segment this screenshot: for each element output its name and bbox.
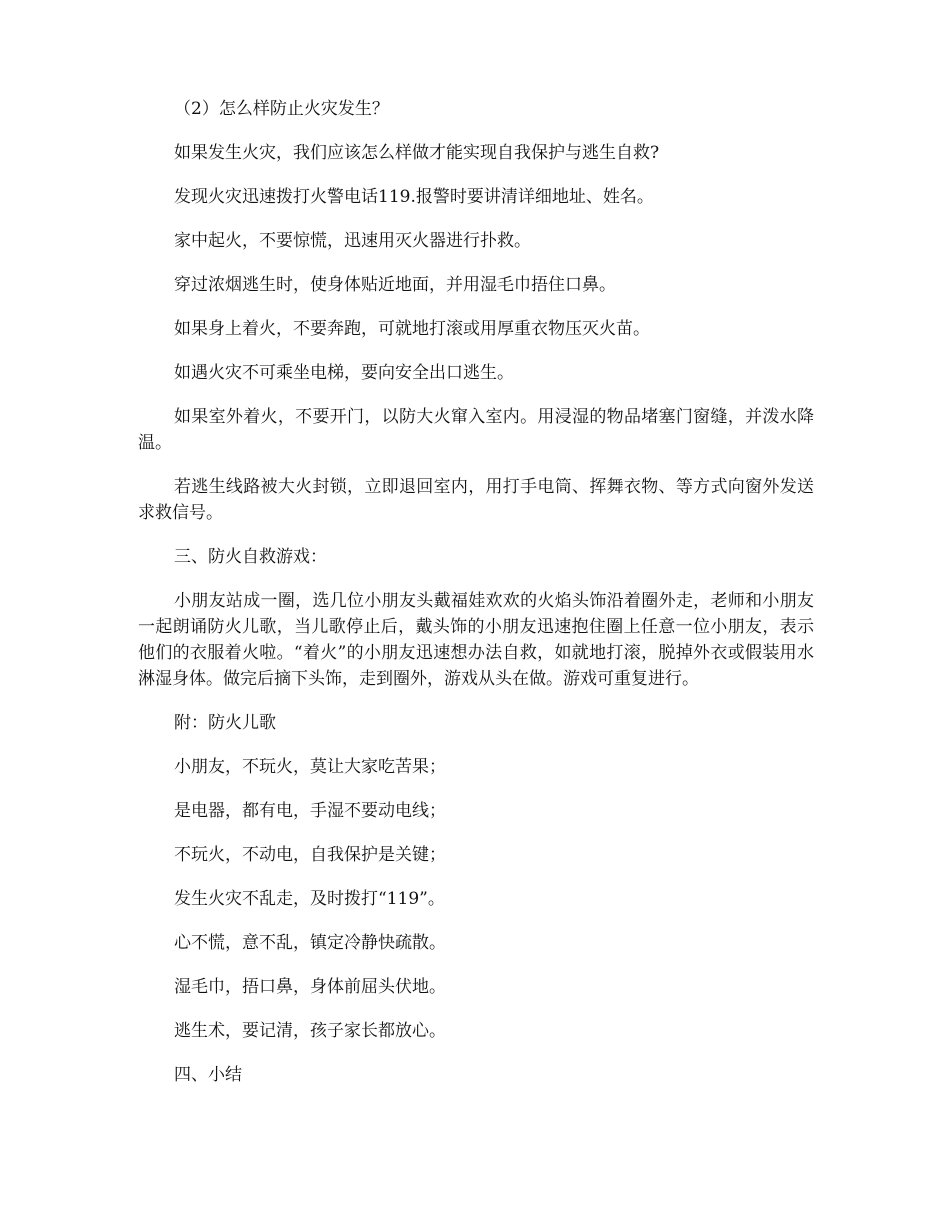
paragraph-call-119: 发现火灾迅速拨打火警电话119.报警时要讲清详细地址、姓名。 [174, 187, 654, 207]
paragraph-outdoor-fire: 如果室外着火，不要开门，以防大火窜入室内。用浸湿的物品堵塞门窗缝，并泼水降温。 [138, 407, 814, 453]
section-heading-game: 三、防火自救游戏： [174, 547, 327, 567]
document-body [138, 96, 814, 1106]
paragraph-self-protection-question: 如果发生火灾，我们应该怎么样做才能实现自我保护与逃生自救? [174, 143, 660, 163]
paragraph-blocked-escape: 若逃生线路被大火封锁，立即退回室内，用打手电筒、挥舞衣物、等方式向窗外发送求救信号。 [138, 477, 814, 523]
section-heading-song: 附：防火儿歌 [174, 713, 276, 733]
song-line: 小朋友，不玩火，莫让大家吃苦果； [174, 757, 446, 777]
song-line: 心不慌，意不乱，镇定冷静快疏散。 [174, 933, 446, 953]
paragraph-body-on-fire: 如果身上着火，不要奔跑，可就地打滚或用厚重衣物压灭火苗。 [174, 319, 650, 339]
song-line: 发生火灾不乱走，及时拨打“119”。 [174, 889, 445, 909]
paragraph-game-description: 小朋友站成一圈，选几位小朋友头戴福娃欢欢的火焰头饰沿着圈外走，老师和小朋友一起朗诵防火儿歌，当儿歌停止后，戴头饰的小朋友迅速抱住圈上任意一位小朋友，表示他们的衣服着火啦。“着火”的小朋友迅速想办法自救，如就地打滚，脱掉外衣或假装用水淋湿身体。做完后摘下头饰，走到圈外，游戏从头在做。游戏可重复进行。 [138, 591, 814, 689]
song-line: 逃生术，要记清，孩子家长都放心。 [174, 1021, 446, 1041]
paragraph-no-elevator: 如遇火灾不可乘坐电梯，要向安全出口逃生。 [174, 363, 514, 383]
song-line: 不玩火，不动电，自我保护是关键； [174, 845, 446, 865]
section-heading-summary: 四、小结 [174, 1065, 242, 1085]
song-line: 湿毛巾，捂口鼻，身体前屈头伏地。 [174, 977, 446, 997]
paragraph-home-fire: 家中起火，不要惊慌，迅速用灭火器进行扑救。 [174, 231, 531, 251]
song-line: 是电器，都有电，手湿不要动电线； [174, 801, 446, 821]
paragraph-fire-prevention-heading: （2）怎么样防止火灾发生？ [174, 99, 389, 119]
paragraph-smoke-escape: 穿过浓烟逃生时，使身体贴近地面，并用湿毛巾捂住口鼻。 [174, 275, 616, 295]
